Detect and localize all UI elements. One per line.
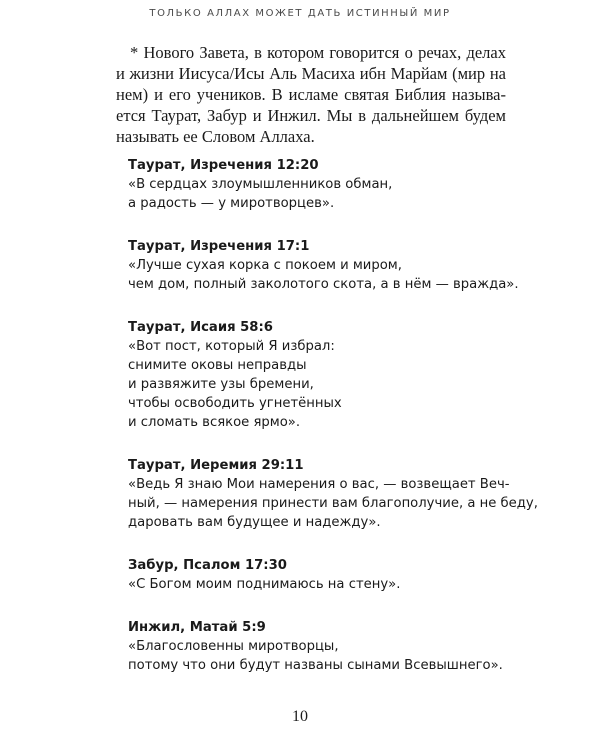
quote-block xyxy=(128,556,528,594)
quote-line: потому что они будут названы сынами Всевышнего». xyxy=(128,658,503,673)
quote-block xyxy=(128,237,528,294)
quote-line: а радость — у миротворцев». xyxy=(128,196,335,211)
intro-line: * Нового Завета, в котором говорится о речах, делах xyxy=(130,43,506,62)
quote-line: «Лучше сухая корка с покоем и миром, xyxy=(128,258,402,273)
quote-block xyxy=(128,156,528,213)
quote-reference: Таурат, Изречения 17:1 xyxy=(128,239,310,254)
quote-block xyxy=(128,618,528,675)
quote-reference: Таурат, Исаия 58:6 xyxy=(128,320,273,335)
intro-paragraph xyxy=(116,42,506,147)
quote-line: ный, — намерения принести вам благополучие, а не беду, xyxy=(128,496,538,511)
quote-block xyxy=(128,456,538,532)
running-head: ТОЛЬКО АЛЛАХ МОЖЕТ ДАТЬ ИСТИННЫЙ МИР xyxy=(149,8,451,19)
quote-line: «Вот пост, который Я избрал: xyxy=(128,339,335,354)
quote-line: и сломать всякое ярмо». xyxy=(128,415,301,430)
quote-line: снимите оковы неправды xyxy=(128,358,307,373)
intro-line: называть ее Словом Аллаха. xyxy=(116,127,315,146)
quote-reference: Инжил, Матай 5:9 xyxy=(128,620,266,635)
intro-line: и жизни Иисуса/Исы Аль Масиха ибн Марйам (мир на xyxy=(116,64,506,83)
quote-line: и развяжите узы бремени, xyxy=(128,377,314,392)
quotes-list xyxy=(128,156,538,699)
quote-line: чтобы освободить угнетённых xyxy=(128,396,342,411)
page-number: 10 xyxy=(292,708,308,725)
quote-reference: Забур, Псалом 17:30 xyxy=(128,558,287,573)
quote-line: «С Богом моим поднимаюсь на стену». xyxy=(128,577,401,592)
quote-block xyxy=(128,318,528,432)
intro-line: нем) и его учеников. В исламе святая Библия называ- xyxy=(116,85,506,104)
quote-line: «В сердцах злоумышленников обман, xyxy=(128,177,393,192)
quote-line: «Благословенны миротворцы, xyxy=(128,639,339,654)
quote-line: чем дом, полный заколотого скота, а в нём — вражда». xyxy=(128,277,519,292)
quote-line: «Ведь Я знаю Мои намерения о вас, — возвещает Веч- xyxy=(128,477,510,492)
quote-reference: Таурат, Изречения 12:20 xyxy=(128,158,319,173)
quote-reference: Таурат, Иеремия 29:11 xyxy=(128,458,304,473)
quote-line: даровать вам будущее и надежду». xyxy=(128,515,381,530)
intro-line: ется Таурат, Забур и Инжил. Мы в дальнейшем будем xyxy=(116,106,506,125)
